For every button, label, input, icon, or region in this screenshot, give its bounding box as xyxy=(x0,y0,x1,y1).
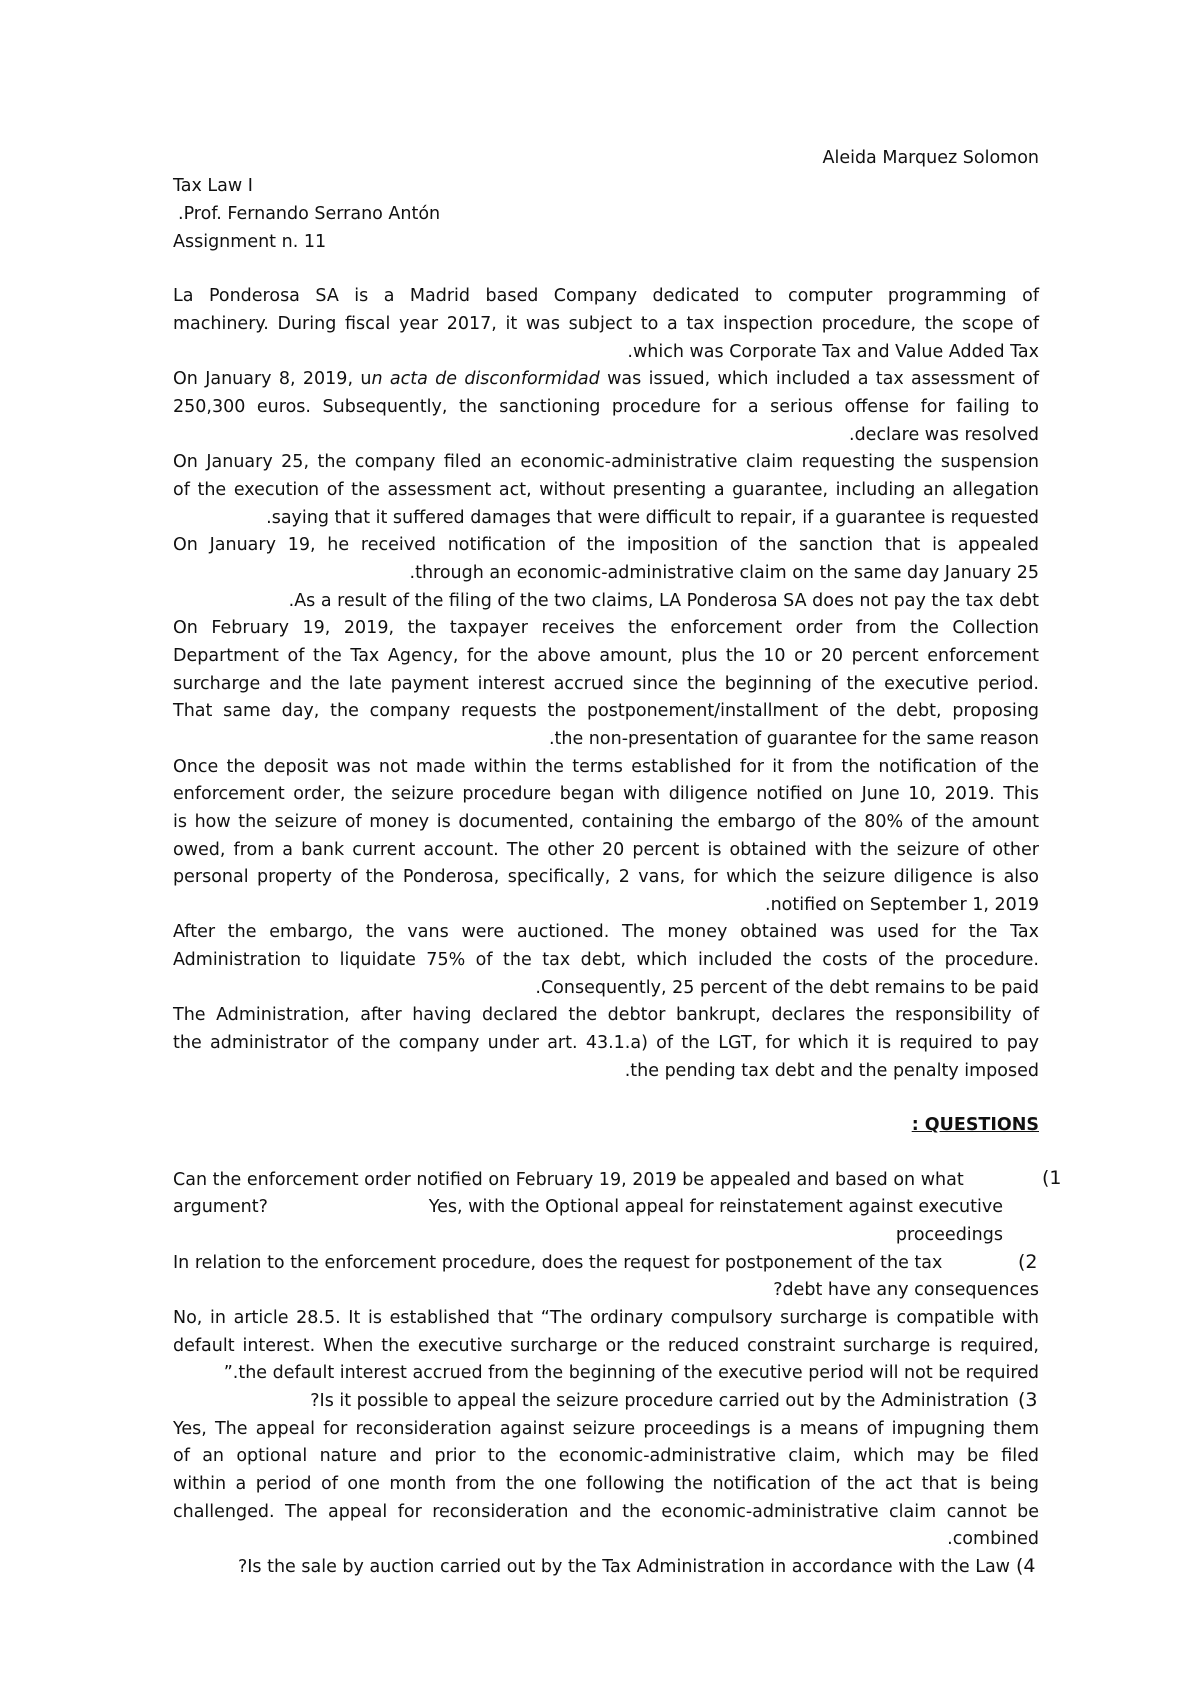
body-line: the administrator of the company under art. 43.1.a) of the LGT, for which it is required to pay xyxy=(173,1033,1039,1053)
professor-name: .Prof. Fernando Serrano Antón xyxy=(178,204,441,224)
body-line: 250,300 euros. Subsequently, the sanctioning procedure for a serious offense for failing to xyxy=(173,397,1039,417)
body-line: .saying that it suffered damages that were difficult to repair, if a guarantee is requested xyxy=(266,508,1039,528)
questions-heading: : QUESTIONS xyxy=(911,1115,1039,1135)
body-line: Once the deposit was not made within the terms established for it from the notification of the xyxy=(173,757,1039,777)
question-3-line: ?Is it possible to appeal the seizure procedure carried out by the Administration xyxy=(310,1391,1009,1411)
body-line: On February 19, 2019, the taxpayer receives the enforcement order from the Collection xyxy=(173,618,1039,638)
question-4-number: (4 xyxy=(1016,1555,1036,1577)
assignment-number: Assignment n. 11 xyxy=(173,232,327,252)
body-line: .As a result of the filing of the two claims, LA Ponderosa SA does not pay the tax debt xyxy=(288,591,1039,611)
body-line: Department of the Tax Agency, for the above amount, plus the 10 or 20 percent enforcement xyxy=(173,646,1039,666)
body-line: .through an economic-administrative claim on the same day January 25 xyxy=(409,563,1039,583)
answer-2-line: default interest. When the executive surcharge or the reduced constraint surcharge is required, xyxy=(173,1336,1039,1356)
body-line: .the non-presentation of guarantee for the same reason xyxy=(548,729,1039,749)
question-4-line: ?Is the sale by auction carried out by the Tax Administration in accordance with the Law xyxy=(237,1557,1010,1577)
body-line: On January 8, 2019, un acta de disconformidad was issued, which included a tax assessment of xyxy=(173,369,1039,389)
question-1-line: Can the enforcement order notified on February 19, 2019 be appealed and based on what xyxy=(173,1170,964,1190)
answer-2-line: ”.the default interest accrued from the beginning of the executive period will not be required xyxy=(223,1363,1039,1383)
body-line: enforcement order, the seizure procedure began with diligence notified on June 10, 2019. This xyxy=(173,784,1039,804)
body-line: On January 19, he received notification of the imposition of the sanction that is appealed xyxy=(173,535,1039,555)
body-line: surcharge and the late payment interest accrued since the beginning of the executive period. xyxy=(173,674,1039,694)
body-line: That same day, the company requests the postponement/installment of the debt, proposing xyxy=(173,701,1039,721)
body-line: .the pending tax debt and the penalty imposed xyxy=(624,1061,1039,1081)
body-line: .declare was resolved xyxy=(849,425,1039,445)
body-line: personal property of the Ponderosa, specifically, 2 vans, for which the seizure diligence is also xyxy=(173,867,1039,887)
answer-2-line: No, in article 28.5. It is established that “The ordinary compulsory surcharge is compatible with xyxy=(173,1308,1039,1328)
body-line: After the embargo, the vans were auctioned. The money obtained was used for the Tax xyxy=(173,922,1039,942)
body-line: machinery. During fiscal year 2017, it was subject to a tax inspection procedure, the scope of xyxy=(173,314,1039,334)
question-2-line: In relation to the enforcement procedure, does the request for postponement of the tax xyxy=(173,1253,943,1273)
body-line: .notified on September 1, 2019 xyxy=(765,895,1039,915)
italic-phrase: n acta de disconformidad xyxy=(371,369,600,389)
question-2-line: ?debt have any consequences xyxy=(773,1280,1039,1300)
question-1-line: argument? Yes, with the Optional appeal for reinstatement against executive xyxy=(173,1197,1003,1217)
answer-3-line: challenged. The appeal for reconsideration and the economic-administrative claim cannot be xyxy=(173,1502,1039,1522)
course-name: Tax Law I xyxy=(173,176,253,196)
body-line: is how the seizure of money is documented, containing the embargo of the 80% of the amount xyxy=(173,812,1039,832)
body-line: of the execution of the assessment act, without presenting a guarantee, including an allegation xyxy=(173,480,1039,500)
answer-3-line: within a period of one month from the one following the notification of the act that is being xyxy=(173,1474,1039,1494)
answer-3-line: of an optional nature and prior to the economic-administrative claim, which may be filed xyxy=(173,1446,1039,1466)
question-1-line: proceedings xyxy=(895,1225,1003,1245)
question-1-number: (1 xyxy=(1042,1167,1062,1189)
answer-3-line: .combined xyxy=(947,1529,1039,1549)
body-line: .Consequently, 25 percent of the debt remains to be paid xyxy=(535,978,1039,998)
body-line: owed, from a bank current account. The other 20 percent is obtained with the seizure of other xyxy=(173,840,1039,860)
answer-3-line: Yes, The appeal for reconsideration against seizure proceedings is a means of impugning them xyxy=(173,1419,1039,1439)
body-line: Administration to liquidate 75% of the tax debt, which included the costs of the procedure. xyxy=(173,950,1039,970)
body-line: .which was Corporate Tax and Value Added Tax xyxy=(627,342,1039,362)
body-line: On January 25, the company filed an economic-administrative claim requesting the suspension xyxy=(173,452,1039,472)
question-3-number: (3 xyxy=(1018,1389,1038,1411)
question-2-number: (2 xyxy=(1018,1251,1038,1273)
body-line: The Administration, after having declared the debtor bankrupt, declares the responsibility of xyxy=(173,1005,1039,1025)
body-line: La Ponderosa SA is a Madrid based Company dedicated to computer programming of xyxy=(173,286,1039,306)
author-name: Aleida Marquez Solomon xyxy=(822,148,1039,168)
